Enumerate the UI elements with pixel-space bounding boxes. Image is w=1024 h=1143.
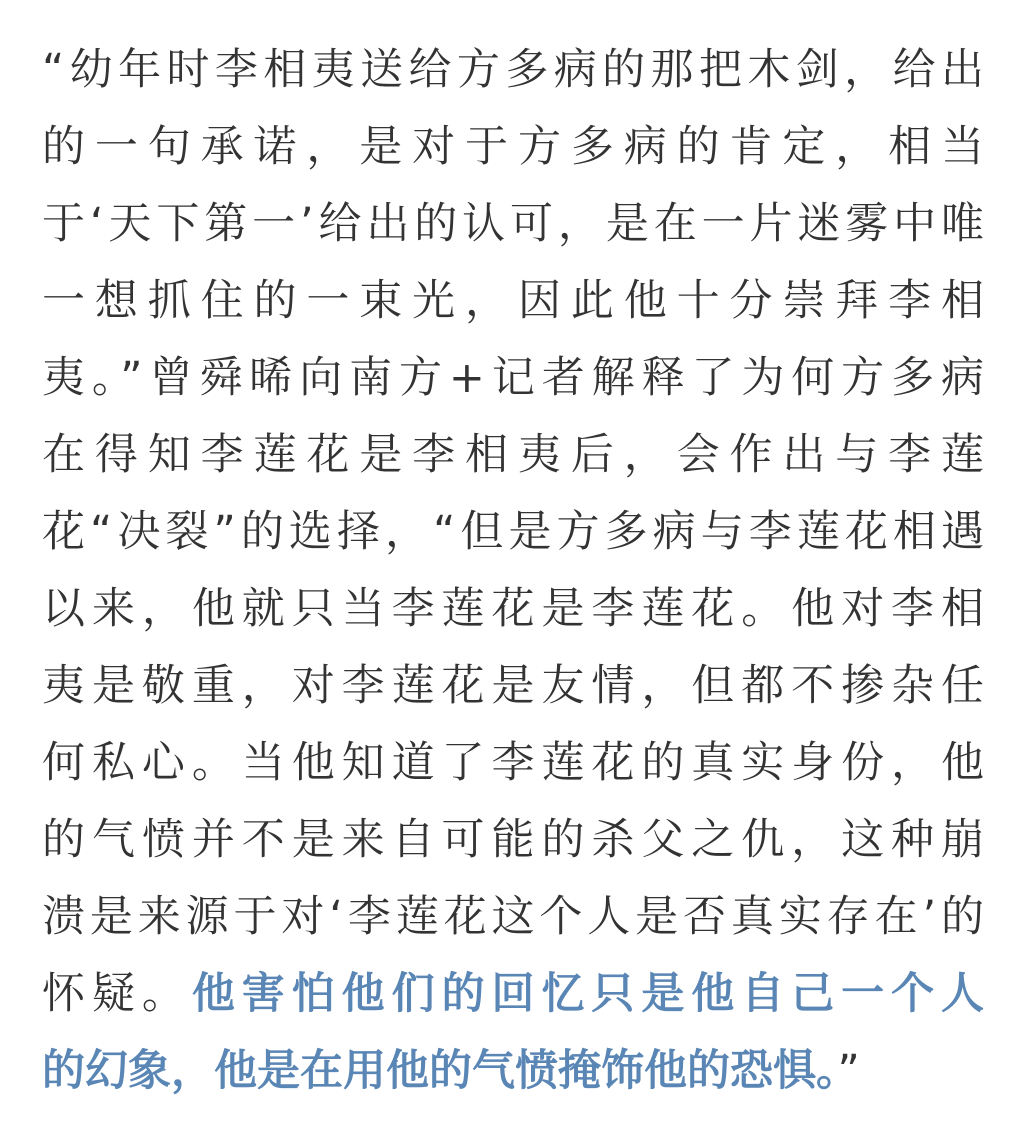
text-line: 以来，他就只当李莲花是李莲花。他对李相 xyxy=(42,584,984,634)
text-line: 何私心。当他知道了李莲花的真实身份，他 xyxy=(42,738,984,788)
text-line: 在得知李莲花是李相夷后，会作出与李莲 xyxy=(42,430,984,480)
text-line: 花“决裂”的选择，“但是方多病与李莲花相遇 xyxy=(42,507,984,557)
highlighted-text: 的幻象，他是在用他的气愤掩饰他的恐惧。 xyxy=(42,1046,838,1096)
closing-quote: ” xyxy=(837,1046,860,1096)
text-line: 的气愤并不是来自可能的杀父之仇，这种崩 xyxy=(42,815,984,865)
text-line: 夷。”曾舜晞向南方+记者解释了为何方多病 xyxy=(42,353,984,403)
text-line: 一想抓住的一束光，因此他十分崇拜李相 xyxy=(42,276,984,326)
text-line: 的一句承诺，是对于方多病的肯定，相当 xyxy=(42,122,984,172)
text-line: 于‘天下第一’给出的认可，是在一片迷雾中唯 xyxy=(42,199,984,249)
highlighted-text: 他害怕他们的回忆只是他自己一个人 xyxy=(191,969,985,1019)
text-line-mixed xyxy=(42,1033,984,1110)
plain-text: 怀疑。 xyxy=(42,969,192,1019)
text-line-mixed xyxy=(42,956,984,1033)
text-line: 夷是敬重，对李莲花是友情，但都不掺杂任 xyxy=(42,661,984,711)
text-line: “幼年时李相夷送给方多病的那把木剑，给出 xyxy=(42,45,984,95)
article-paragraph xyxy=(42,32,984,1110)
text-line: 溃是来源于对‘李莲花这个人是否真实存在’的 xyxy=(42,892,984,942)
